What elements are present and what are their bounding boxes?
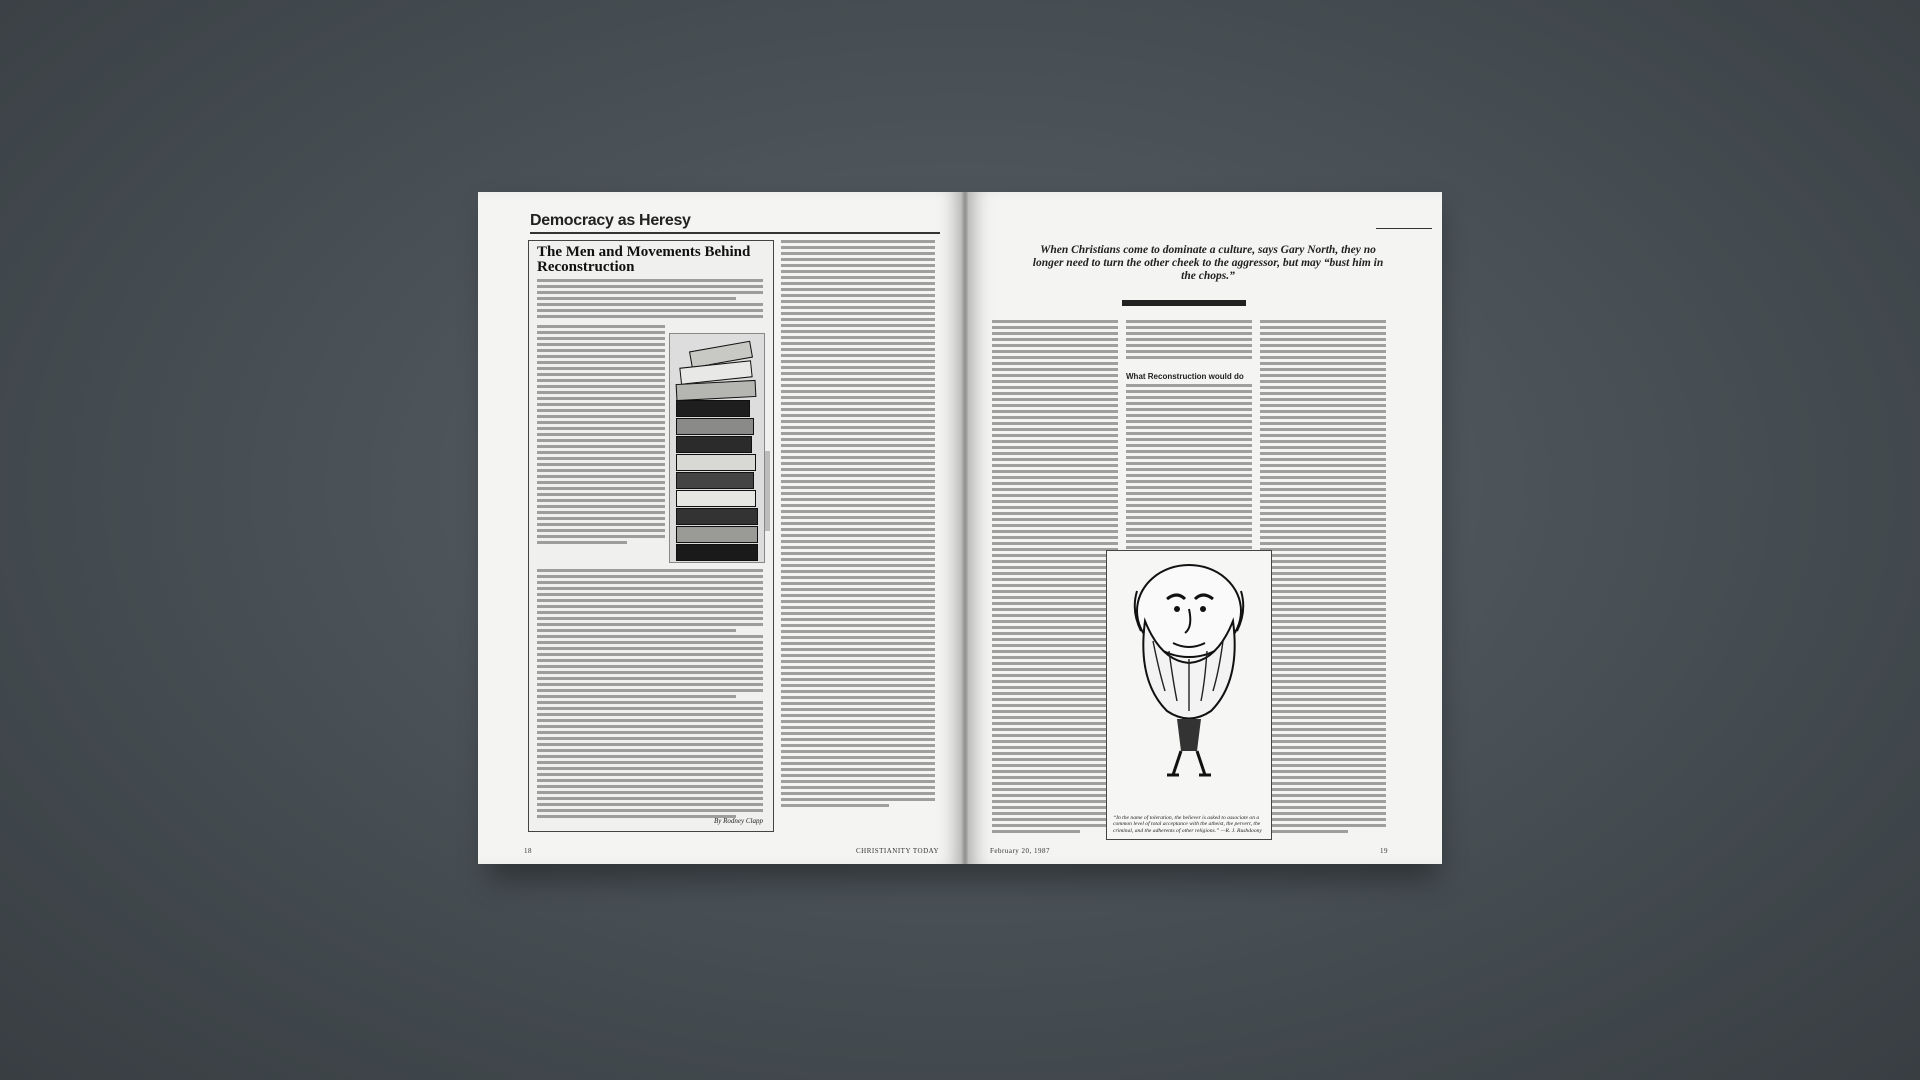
sidebar-box [528, 240, 774, 832]
sidebar-title: The Men and Movements Behind Reconstruction [537, 244, 751, 275]
sidebar-byline: By Rodney Clapp [714, 817, 763, 825]
pull-quote: When Christians come to dominate a culture, says Gary North, they no longer need to turn the other cheek to the aggressor, but may “bust him in the chops.” [1032, 244, 1384, 282]
sidebar-text-lower [537, 569, 763, 821]
rushdoony-caricature [1106, 550, 1272, 840]
article-column-2 [1126, 320, 1252, 368]
right-page [968, 192, 1442, 864]
right-page-number: 19 [1380, 847, 1388, 855]
section-title: Democracy as Heresy [530, 212, 691, 229]
article-column-1 [992, 320, 1118, 836]
sidebar-text-wrap [537, 325, 665, 547]
sidebar-text-intro [537, 279, 763, 321]
left-page [478, 192, 962, 864]
article-column-3 [1260, 320, 1386, 836]
publication-name: CHRISTIANITY TODAY [856, 847, 940, 855]
subhead: What Reconstruction would do [1126, 372, 1244, 381]
books-photo [669, 333, 765, 563]
left-page-number: 18 [524, 847, 532, 855]
photo-credit-mark [764, 451, 770, 531]
magazine-spread [478, 192, 1442, 870]
caricature-drawing [1107, 551, 1271, 791]
caricature-caption [1113, 815, 1265, 834]
article-column-left [781, 240, 935, 810]
article-column-2-cont [1126, 384, 1252, 558]
caption-attribution: —R. J. Rushdoony [1220, 827, 1262, 834]
issue-date: February 20, 1987 [990, 847, 1051, 855]
top-rule [1376, 228, 1432, 229]
caption-quote: “In the name of toleration, the believer is asked to associate on a common level of total acceptance with the atheist, the pervert, the criminal, and the adherents of other religions.” [1113, 814, 1261, 834]
pull-quote-bar [1122, 300, 1246, 306]
section-rule [530, 232, 940, 234]
